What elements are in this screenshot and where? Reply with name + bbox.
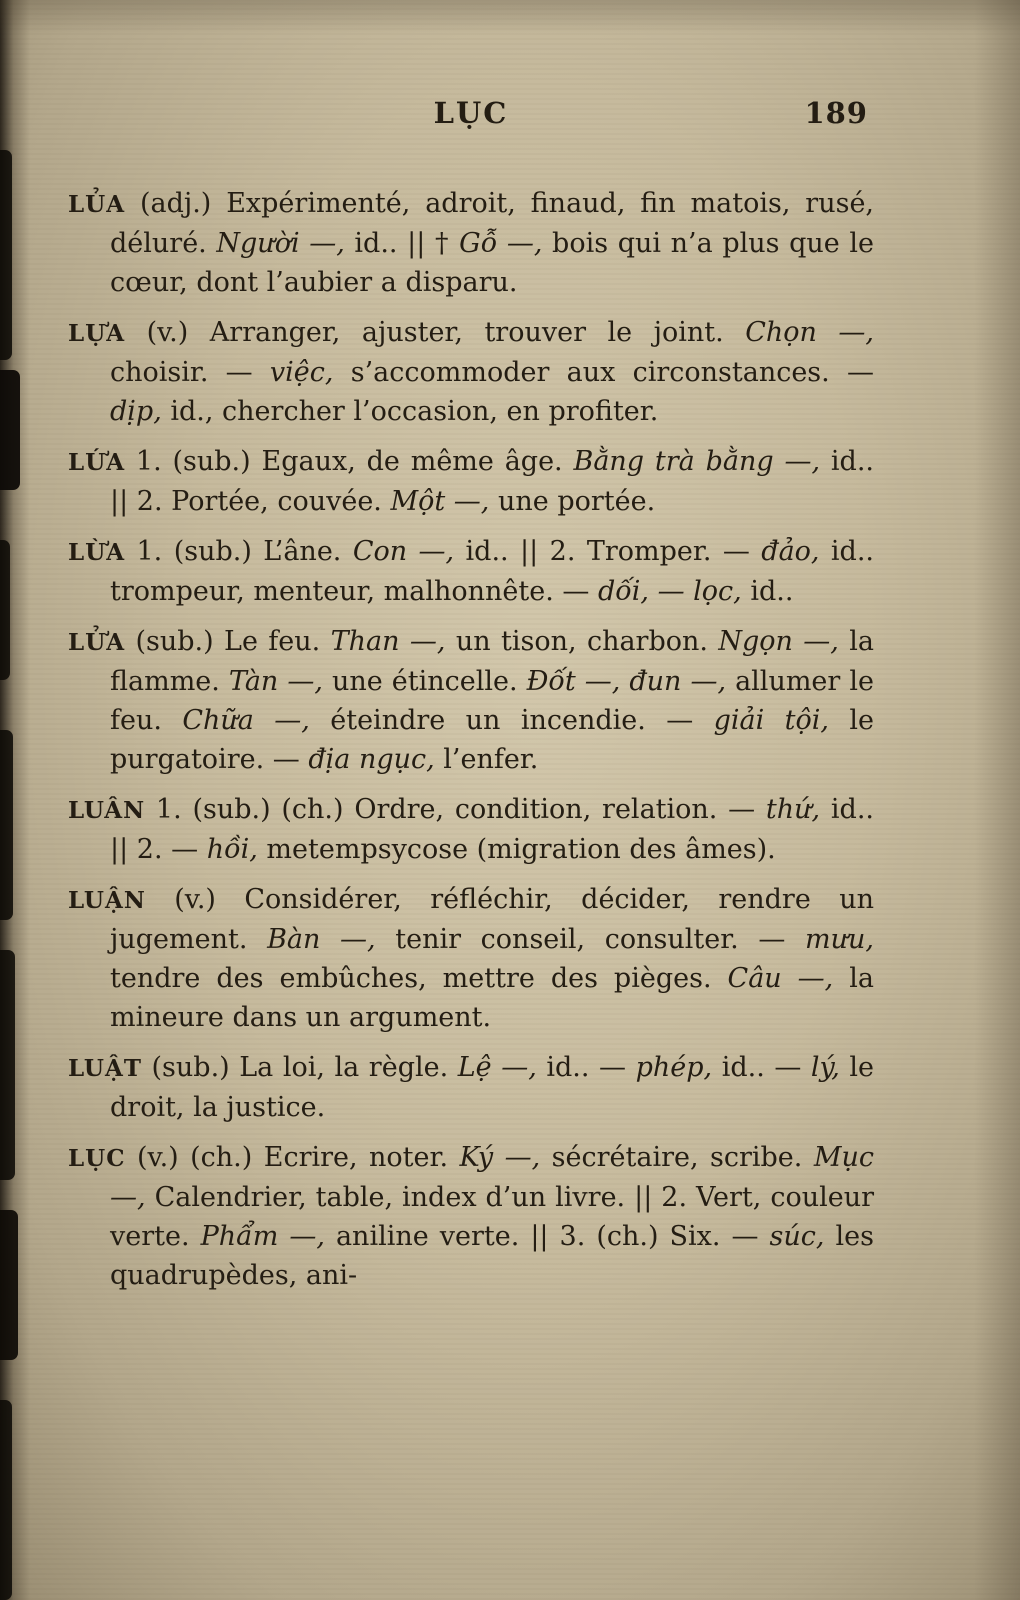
definition-text: id.. trompeur, menteur, malhonnête. — xyxy=(110,536,875,607)
vietnamese-term: Người —, xyxy=(216,228,345,259)
vietnamese-term: Câu —, xyxy=(727,963,834,994)
definition-text: (sub.) Le feu. xyxy=(125,626,331,657)
vietnamese-term: thứ, xyxy=(765,794,821,825)
definition-text: id., chercher l’occasion, en profiter. xyxy=(161,396,659,427)
entry-headword: LỨA xyxy=(68,449,126,476)
entry-headword: LỪA xyxy=(68,539,126,566)
vietnamese-term: dối, — lọc, xyxy=(597,576,742,607)
definition-text: (sub.) La loi, la règle. xyxy=(141,1052,458,1083)
vietnamese-term: Đốt —, đun —, xyxy=(526,666,727,697)
vietnamese-term: súc, xyxy=(769,1221,825,1252)
dictionary-entry xyxy=(68,622,874,779)
vietnamese-term: Mục —, xyxy=(110,1142,874,1213)
definition-text: metempsycose (migration des âmes). xyxy=(257,834,776,865)
page-content xyxy=(68,96,874,1306)
binding-mark xyxy=(0,370,20,490)
definition-text: id.. || 2. Tromper. — xyxy=(454,536,762,567)
dictionary-entry xyxy=(68,184,874,302)
entry-headword: LUẬN xyxy=(68,887,146,914)
vietnamese-term: Tàn —, xyxy=(228,666,323,697)
definition-text: (v.) Considérer, réfléchir, décider, rendre un jugement. xyxy=(110,884,874,955)
definition-text: (v.) (ch.) Ecrire, noter. xyxy=(125,1142,460,1173)
page-edge-shadow xyxy=(974,0,1020,1600)
vietnamese-term: hồi, xyxy=(206,834,258,865)
definition-text: Calendrier, table, index d’un livre. || 2. Vert, couleur verte. xyxy=(110,1182,874,1252)
definition-text: id.. — xyxy=(536,1052,636,1083)
dictionary-entry xyxy=(68,880,874,1037)
dictionary-entry xyxy=(68,313,874,431)
definition-text: une portée. xyxy=(489,486,656,517)
vietnamese-term: Bàn —, xyxy=(267,924,376,955)
vietnamese-term: đảo, xyxy=(761,536,820,567)
definition-text: id.. || † xyxy=(344,228,460,259)
dictionary-entries xyxy=(68,184,874,1295)
running-title: LỤC xyxy=(433,96,509,130)
vietnamese-term: Gỗ —, xyxy=(459,228,543,259)
page-top-shadow xyxy=(0,0,1020,34)
definition-text: (v.) Arranger, ajuster, trouver le joint. xyxy=(125,317,746,348)
definition-text: une étincelle. xyxy=(322,666,527,697)
definition-text: un tison, charbon. xyxy=(445,626,719,657)
definition-text: id.. xyxy=(741,576,794,607)
definition-text: id.. — xyxy=(712,1052,811,1083)
vietnamese-term: việc, xyxy=(269,357,334,388)
dictionary-entry xyxy=(68,1138,874,1295)
definition-text: le droit, la justice. xyxy=(110,1052,874,1123)
vietnamese-term: Chữa —, xyxy=(182,705,310,736)
vietnamese-term: mưu, xyxy=(805,924,875,955)
definition-text: aniline verte. || 3. (ch.) Six. — xyxy=(324,1221,770,1252)
definition-text: les quadrupèdes, ani- xyxy=(110,1221,875,1291)
entry-headword: LỬA xyxy=(68,629,126,656)
vietnamese-term: Chọn —, xyxy=(745,317,874,348)
definition-text: le purgatoire. — xyxy=(110,705,874,775)
definition-text: id.. || 2. Portée, couvée. xyxy=(110,446,874,517)
definition-text: id.. || 2. — xyxy=(110,794,874,865)
book-binding-shadow xyxy=(0,0,30,1600)
definition-text: allumer le feu. xyxy=(110,666,874,736)
vietnamese-term: Ký —, xyxy=(459,1142,541,1173)
definition-text: éteindre un incendie. — xyxy=(309,705,714,736)
definition-text: l’enfer. xyxy=(434,744,539,775)
binding-mark xyxy=(0,1210,18,1360)
vietnamese-term: Con —, xyxy=(352,536,455,567)
binding-mark xyxy=(0,540,10,680)
dictionary-entry xyxy=(68,442,874,521)
vietnamese-term: phép, xyxy=(635,1052,713,1083)
vietnamese-term: dịp, xyxy=(110,396,162,427)
vietnamese-term: Than —, xyxy=(330,626,446,657)
page-number: 189 xyxy=(804,96,868,130)
page-header xyxy=(68,96,874,144)
definition-text: s’accommoder aux circonstances. — xyxy=(333,357,874,388)
definition-text: 1. (sub.) L’âne. xyxy=(125,536,353,567)
vietnamese-term: địa ngục, xyxy=(308,744,435,775)
binding-mark xyxy=(0,950,15,1180)
definition-text: tenir conseil, consulter. — xyxy=(375,924,806,955)
entry-headword: LUÂN xyxy=(68,797,146,824)
binding-mark xyxy=(0,1400,12,1600)
entry-headword: LỰA xyxy=(68,320,126,347)
definition-text: 1. (sub.) Egaux, de même âge. xyxy=(125,446,574,477)
definition-text: bois qui n’a plus que le cœur, dont l’aubier a disparu. xyxy=(110,228,875,298)
binding-mark xyxy=(0,730,13,920)
dictionary-entry xyxy=(68,532,874,611)
definition-text: la mineure dans un argument. xyxy=(110,963,874,1033)
vietnamese-term: Lệ —, xyxy=(457,1052,537,1083)
vietnamese-term: Bằng trà bằng —, xyxy=(573,446,821,477)
dictionary-entry xyxy=(68,1048,874,1127)
entry-headword: LỦA xyxy=(68,191,126,218)
vietnamese-term: Một —, xyxy=(390,486,490,517)
definition-text: (adj.) Expérimenté, adroit, finaud, fin matois, rusé, déluré. xyxy=(110,188,874,259)
vietnamese-term: giải tội, xyxy=(713,705,829,736)
entry-headword: LỤC xyxy=(68,1145,126,1172)
vietnamese-term: lý, xyxy=(810,1052,840,1083)
binding-mark xyxy=(0,150,12,360)
definition-text: choisir. — xyxy=(110,357,270,388)
dictionary-entry xyxy=(68,790,874,869)
definition-text: sécrétaire, scribe. xyxy=(540,1142,814,1173)
vietnamese-term: Phẩm —, xyxy=(200,1221,325,1252)
vietnamese-term: Ngọn —, xyxy=(718,626,839,657)
definition-text: 1. (sub.) (ch.) Ordre, condition, relation. — xyxy=(145,794,766,825)
definition-text: tendre des embûches, mettre des pièges. xyxy=(110,963,728,994)
definition-text: la flamme. xyxy=(110,626,874,697)
entry-headword: LUẬT xyxy=(68,1055,142,1082)
